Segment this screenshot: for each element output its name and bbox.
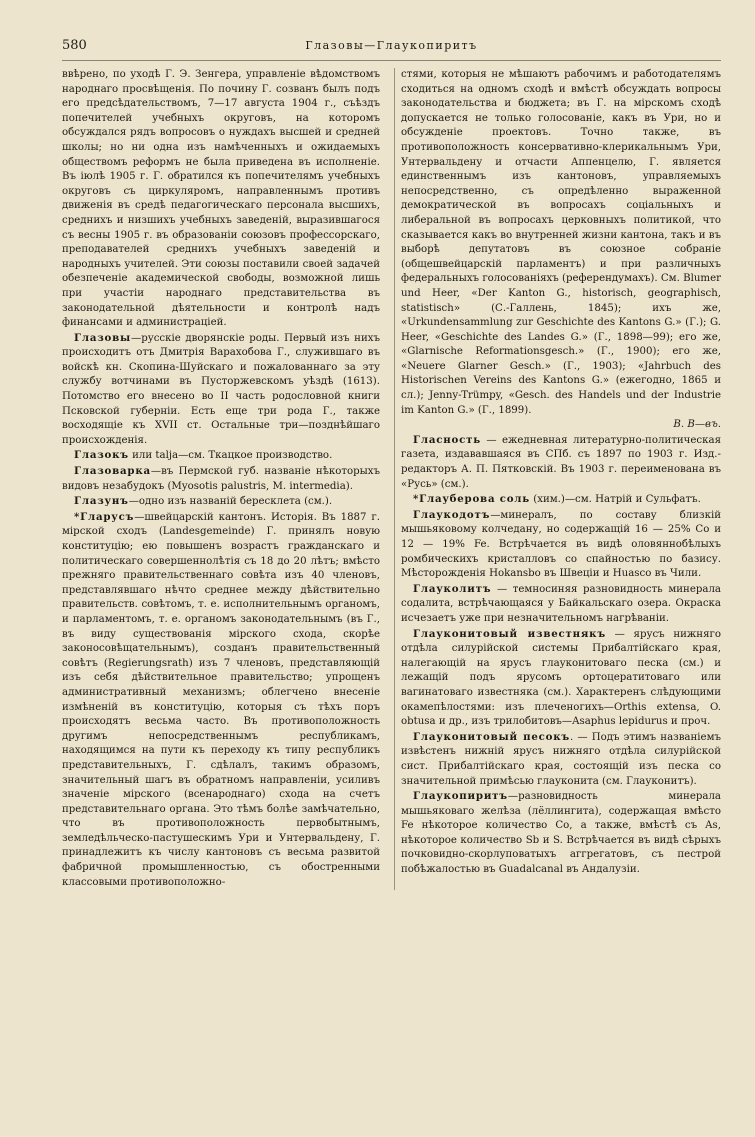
headword: Глауколитъ bbox=[413, 582, 492, 595]
entry-text: —русскіе дворянскіе роды. Первый изъ нихъ происходитъ отъ Дмитрія Варахобова Г., служившаго въ войскѣ кн. Скопина-Шуйскаго и пожалованнаго за эту службу вотчинами въ Пусторжевскомъ уѣздѣ (1613). Потомство его внесено во II часть родословной книги Псковской губерніи. Есть еще три рода Г., также восходящіе къ XVII ст. Остальные три—позднѣйшаго происхожденія. bbox=[62, 332, 380, 446]
headword: Глазунъ bbox=[74, 495, 129, 508]
entry-text: или talja—см. Ткацкое производство. bbox=[128, 450, 333, 462]
left-column bbox=[62, 68, 380, 890]
headword: Глазокъ bbox=[74, 449, 129, 462]
entry-glaukolit bbox=[401, 582, 721, 627]
entry-text: . — Подъ этимъ названіемъ извѣстенъ нижній ярусъ нижняго отдѣла силурійской сист. Прибалтійскаго края, состоящій изъ песка со значительной примѣсью глауконита (см. Глауконитъ). bbox=[401, 731, 721, 787]
entry-text: — ежедневная литературно-политическая газета, издававшаяся въ СПб. съ 1897 по 1903 г. Изд.-редакторъ А. П. Пятковскій. Въ 1903 г. переименована въ «Русь» (см.). bbox=[401, 434, 721, 490]
headword: *Гларусъ bbox=[74, 510, 135, 523]
entry-glaukodot bbox=[401, 508, 721, 582]
entry-glazun bbox=[62, 494, 380, 510]
entry-glauber-salt bbox=[401, 492, 721, 508]
paragraph-glarus-continuation bbox=[401, 68, 721, 433]
page-number: 580 bbox=[62, 38, 87, 53]
entry-text: —одно изъ названій бересклета (см.). bbox=[128, 496, 333, 508]
entry-text: —разновидность минерала мышьяковаго желѣза (лёллингита), содержащая вмѣсто Fe нѣкоторое количество Co, а также, вмѣстѣ съ As, нѣкоторое количество Sb и S. Встрѣчается въ видѣ сѣрыхъ почковидно-скорлуповатыхъ аггрегатовъ, съ пестрой побѣжалостью въ Guadalcanal въ Андалузіи. bbox=[401, 791, 721, 876]
headword: Глауконитовый известнякъ bbox=[413, 627, 606, 640]
entry-text: — ярусъ нижняго отдѣла силурійской системы Прибалтійскаго края, налегающій на ярусъ глауконитоваго песка (см.) и лежащій подъ ярусомъ ортоцератитоваго или вагинатоваго известняка (см.). Характеренъ слѣдующими окамепѣлостями: изъ плеченогихъ—Orthis extensa, O. obtusa и др., изъ трилобитовъ—Asaphus lepidurus и проч. bbox=[401, 628, 721, 728]
headword: Глаукодотъ bbox=[413, 508, 491, 521]
entry-glasnost bbox=[401, 433, 721, 492]
right-column bbox=[394, 68, 721, 890]
entry-glauconite-sand bbox=[401, 730, 721, 789]
running-title: Глазовы—Глаукопиритъ bbox=[305, 39, 478, 52]
headword: Глаукопиритъ bbox=[413, 790, 508, 803]
entry-text: стями, которыя не мѣшаютъ рабочимъ и работодателямъ сходиться на одномъ сходѣ и вмѣстѣ обсуждать вопросы законодательства и бюджета; въ Г. на мірскомъ сходѣ допускается не только голосованіе, какъ въ Ури, но и обсужденіе проектовъ. Точно также, въ противоположность консервативно-клерикальнымъ Ури, Унтервальдену и отчасти Аппенцелю, Г. является единственнымъ изъ кантоновъ, управляемыхъ непосредственно, съ опредѣленно выраженной демократической въ вопросахъ соціальныхъ и либеральной въ вопросахъ церковныхъ политикой, что сказывается какъ во внутренней жизни кантона, такъ и въ выборѣ депутатовъ въ союзное собраніе (общешвейцарскій парламентъ) и при различныхъ федеральныхъ голосованіяхъ (референдумахъ). См. Blumer und Heer, «Der Kanton G., historisch, geographisch, statistisch» (С.-Галлень, 1845); ихъ же, «Urkundensammlung zur Geschichte des Kantons G.» (Г.); G. Heer, «Geschichte des Landes G.» (Г., 1898—99); его же, «Glarnische Reformationsgesch.» (Г., 1900); его же, «Neuere Glarner Gesch.» (Г., 1903); «Jahrbuch des Historischen Vereins des Kantons G.» (ежегодно, 1865 и сл.); Jenny-Trümpy, «Gesch. des Handels und der Industrie im Kanton G.» (Г., 1899). bbox=[401, 69, 721, 416]
paragraph-glazov-continuation: ввѣрено, по уходѣ Г. Э. Зенгера, управленіе вѣдомствомъ народнаго просвѣщенія. По почину Г. созванъ былъ подъ его предсѣдательствомъ, 7—17 августа 1904 г., съѣздъ попечителей учебныхъ округовъ, на которомъ обсуждался рядъ вопросовъ о нуждахъ высшей и средней школы; но ни одна изъ намѣченныхъ и ожидаемыхъ обществомъ реформъ не была приведена въ исполненіе. Въ іюлѣ 1905 г. Г. обратился къ попечителямъ учебныхъ округовъ съ циркуляромъ, направленнымъ противъ движенія въ средѣ педагогическаго персонала высшихъ, среднихъ и низшихъ учебныхъ заведеній, выразившагося съ весны 1905 г. въ образованіи союзовъ профессорскаго, преподавателей среднихъ учебныхъ заведеній и народныхъ учителей. Эти союзы поставили своей задачей обезпеченіе академической свободы, возможной лишь при участіи народнаго представительства въ законодательной дѣятельности и контролѣ надъ финансами и администраціей. bbox=[62, 69, 380, 329]
entry-text: (хим.)—см. Натрій и Сульфатъ. bbox=[529, 494, 701, 506]
page-header bbox=[62, 34, 721, 61]
author-signature: В. В—въ. bbox=[673, 419, 721, 431]
entry-text: —швейцарскій кантонъ. Исторія. Въ 1887 г. мірской сходъ (Landesgemeinde) Г. принялъ новую конституцію; ею повышенъ возрастъ гражданскаго и политическаго совершеннолѣтія съ 18 до 20 лѣтъ; вмѣсто прежняго правительственнаго совѣта изъ 40 членовъ, представлявшаго нѣчто среднее между дѣйствительно правительств. совѣтомъ, т. е. исполнительнымъ органомъ, и парламентомъ, т. е. органомъ законодательнымъ (въ Г., въ виду существованія мірского схода, скорѣе законосовѣщательнымъ), созданъ правительственный совѣтъ (Regierungsrath) изъ 7 членовъ, представляющій изъ себя дѣйствительное правительство; упрощенъ административный механизмъ; облегчено внесеніе измѣненій въ конституцію, которыя съ тѣхъ поръ происходятъ весьма часто. Въ противоположность другимъ непосредственнымъ республикамъ, находящимся на пути къ переходу къ типу республикъ представительныхъ, Г. сдѣлалъ, такимъ образомъ, значительный шагъ въ обратномъ направленіи, усиливъ значеніе мірского (всенароднаго) схода на счетъ представительнаго органа. Это тѣмъ болѣе замѣчательно, что въ противоположность первобытнымъ, земледѣльческо-пастушескимъ Ури и Унтервальдену, Г. принадлежитъ къ числу кантоновъ съ весьма развитой фабричной промышленностью, съ обостренными классовыми противоположно- bbox=[62, 511, 380, 888]
headword: Глазоварка bbox=[74, 465, 151, 478]
headword: Гласность bbox=[413, 433, 481, 446]
entry-glaukopirit bbox=[401, 789, 721, 878]
entry-glauconite-limestone bbox=[401, 627, 721, 730]
entry-glazovy bbox=[62, 331, 380, 449]
entry-text: —въ Пермской губ. названіе нѣкоторыхъ видовъ незабудокъ (Myosotis palustris, M. intermedia). bbox=[62, 466, 380, 492]
entry-glazovarka bbox=[62, 464, 380, 494]
headword: Глауконитовый песокъ bbox=[413, 730, 571, 743]
text-columns bbox=[62, 68, 721, 890]
entry-text: —минералъ, по составу близкій мышьяковому колчедану, но содержащій 16 — 25% Co и 12 — 19% Fe. Встрѣчается въ видѣ оловяннобѣлыхъ ромбическихъ кристалловъ со спайностью по базису. Мѣсторожденія Hokansbo въ Швеціи и Huasco въ Чили. bbox=[401, 509, 721, 580]
headword: Глазовы bbox=[74, 331, 132, 344]
entry-glarus bbox=[62, 510, 380, 890]
entry-glazok bbox=[62, 448, 380, 464]
headword: *Глауберова соль bbox=[413, 493, 530, 506]
entry-text: — темносиняя разновидность минерала содалита, встрѣчающаяся у Байкальскаго озера. Окраска исчезаетъ уже при незначительномъ нагрѣваніи. bbox=[401, 583, 721, 624]
